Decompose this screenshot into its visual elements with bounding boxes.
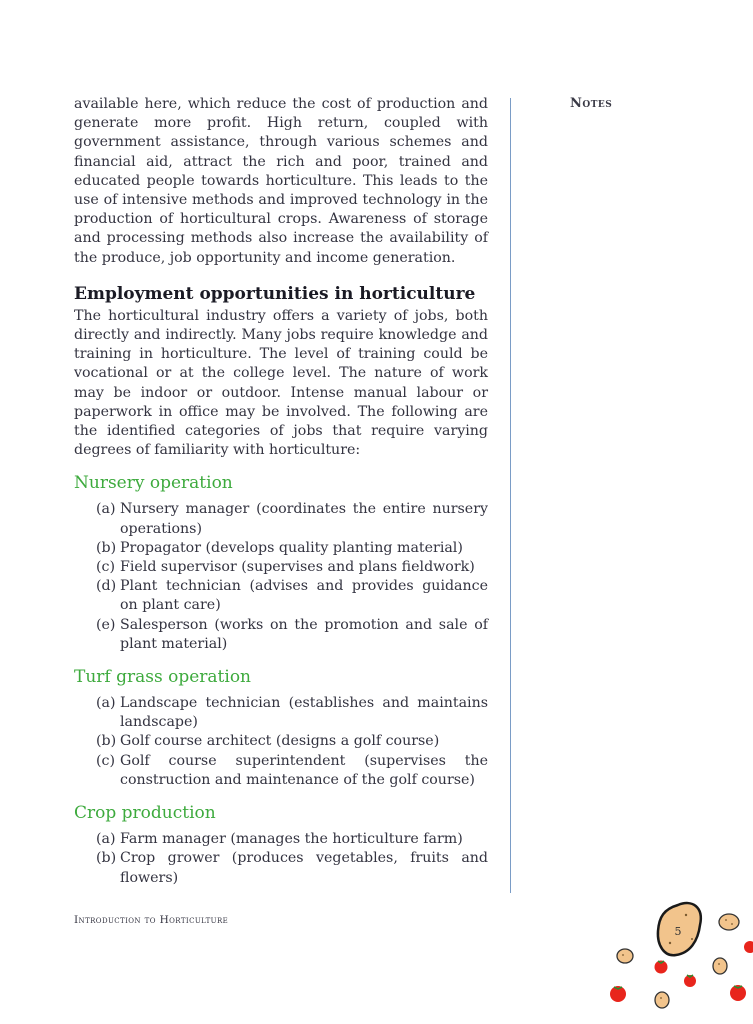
tomato-icon [744, 941, 753, 953]
list-item [96, 539, 488, 558]
item-text: Plant technician (advises and provides guidance on plant care) [120, 578, 488, 614]
item-text: Salesperson (works on the promotion and sale of plant material) [120, 616, 488, 652]
employment-paragraph: The horticultural industry offers a variety of jobs, both directly and indirectly. Many jobs require knowledge and training in horticulture. The level of training could be vocational or at the college level. The nature of work may be indoor or outdoor. Intense manual labour or paperwork in office may be involved. The following are the identified categories of jobs that require varying degrees of familiarity with horticulture: [74, 307, 488, 459]
item-letter: (c) [96, 752, 116, 769]
potato-tomato-decoration [600, 895, 753, 1024]
tomato-icon [730, 985, 746, 1001]
item-text: Crop grower (produces vegetables, fruits and flowers) [120, 850, 488, 886]
tomato-icon [684, 975, 696, 987]
list-item [96, 500, 488, 538]
notes-label: Notes [570, 96, 613, 111]
footer-book-title: Introduction to Horticulture [74, 914, 229, 926]
potato-icon [617, 949, 633, 963]
item-letter: (b) [96, 539, 117, 556]
item-letter: (e) [96, 616, 116, 633]
tomato-icon [655, 961, 668, 974]
list-item [96, 732, 488, 751]
subheading-crop-production: Crop production [74, 803, 216, 824]
list-item [96, 752, 488, 790]
item-letter: (a) [96, 695, 116, 712]
item-text: Farm manager (manages the horticulture farm) [120, 831, 463, 848]
item-text: Field supervisor (supervises and plans fieldwork) [120, 559, 475, 576]
item-letter: (a) [96, 501, 116, 518]
potato-icon [655, 992, 669, 1008]
item-letter: (b) [96, 850, 117, 867]
potato-icon [713, 958, 727, 974]
item-text: Golf course superintendent (supervises the construction and maintenance of the golf course) [120, 752, 488, 788]
page-number: 5 [674, 925, 682, 938]
tomato-icon [610, 986, 626, 1002]
item-letter: (b) [96, 733, 117, 750]
item-text: Propagator (develops quality planting material) [120, 539, 463, 556]
item-text: Landscape technician (establishes and maintains landscape) [120, 695, 488, 731]
item-letter: (c) [96, 559, 116, 576]
item-text: Nursery manager (coordinates the entire nursery operations) [120, 501, 488, 537]
list-item [96, 830, 488, 849]
subheading-turf-grass: Turf grass operation [74, 667, 251, 688]
list-item [96, 577, 488, 615]
list-item [96, 694, 488, 732]
potato-icon [719, 914, 739, 930]
page-number-potato-icon [658, 903, 701, 955]
intro-paragraph: available here, which reduce the cost of production and generate more profit. High return, coupled with government assistance, through various schemes and financial aid, attract the rich and poor, trained and educated people towards horticulture. This leads to the use of intensive methods and improved technology in the production of horticultural crops. Awareness of storage and processing methods also increase the availability of the produce, job opportunity and income generation. [74, 96, 488, 266]
item-text: Golf course architect (designs a golf course) [120, 733, 440, 750]
item-letter: (d) [96, 578, 117, 595]
job-list-turf-grass [74, 694, 488, 790]
item-letter: (a) [96, 831, 116, 848]
job-list-crop-production [74, 830, 488, 888]
list-item [96, 849, 488, 887]
section-heading-employment: Employment opportunities in horticulture [74, 283, 476, 304]
job-list-nursery [74, 500, 488, 654]
subheading-nursery: Nursery operation [74, 473, 233, 494]
main-column [74, 95, 488, 888]
list-item [96, 558, 488, 577]
notes-divider-line [510, 98, 511, 893]
list-item [96, 616, 488, 654]
